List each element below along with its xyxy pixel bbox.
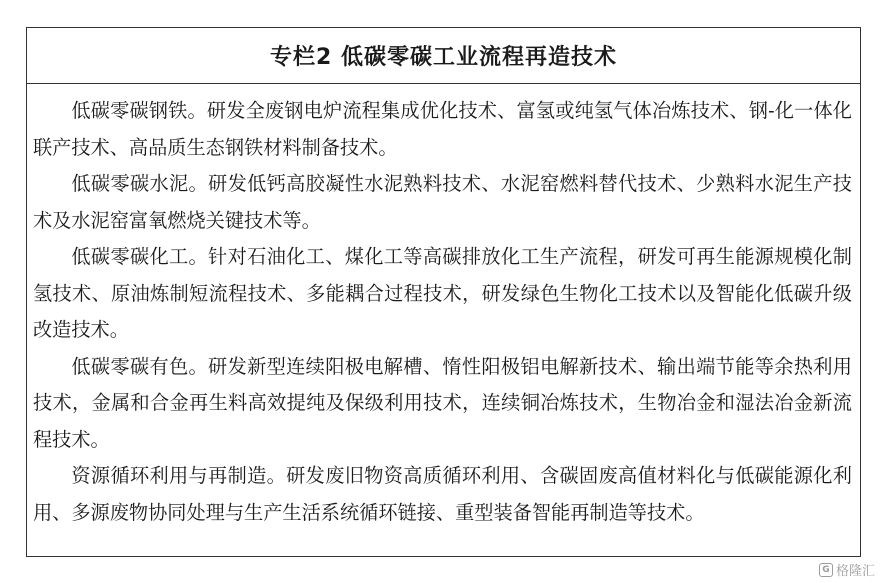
column-body (27, 84, 860, 531)
watermark (819, 560, 875, 579)
watermark-text: 格隆汇 (835, 564, 875, 579)
column-title: 专栏2 低碳零碳工业流程再造技术 (27, 28, 860, 84)
g-logo-icon: G (819, 563, 833, 577)
paragraph-nonferrous: 低碳零碳有色。研发新型连续阳极电解槽、惰性阳极铝电解新技术、输出端节能等余热利用技术，金属和合金再生料高效提纯及保级利用技术，连续铜冶炼技术，生物冶金和湿法冶金新流程技术。 (33, 354, 852, 451)
column-box (26, 27, 861, 557)
paragraph-recycling: 资源循环利用与再制造。研发废旧物资高质循环利用、含碳固废高值材料化与低碳能源化利用、多源废物协同处理与生产生活系统循环链接、重型装备智能再制造等技术。 (33, 464, 852, 524)
paragraph-steel: 低碳零碳钢铁。研发全废钢电炉流程集成优化技术、富氢或纯氢气体冶炼技术、钢-化一体化联产技术、高品质生态钢铁材料制备技术。 (33, 99, 852, 159)
paragraph-chemical: 低碳零碳化工。针对石油化工、煤化工等高碳排放化工生产流程，研发可再生能源规模化制氢技术、原油炼制短流程技术、多能耦合过程技术，研发绿色生物化工技术以及智能化低碳升级改造技术。 (33, 245, 852, 341)
paragraph-cement: 低碳零碳水泥。研发低钙高胶凝性水泥熟料技术、水泥窑燃料替代技术、少熟料水泥生产技术及水泥窑富氧燃烧关键技术等。 (33, 172, 852, 232)
